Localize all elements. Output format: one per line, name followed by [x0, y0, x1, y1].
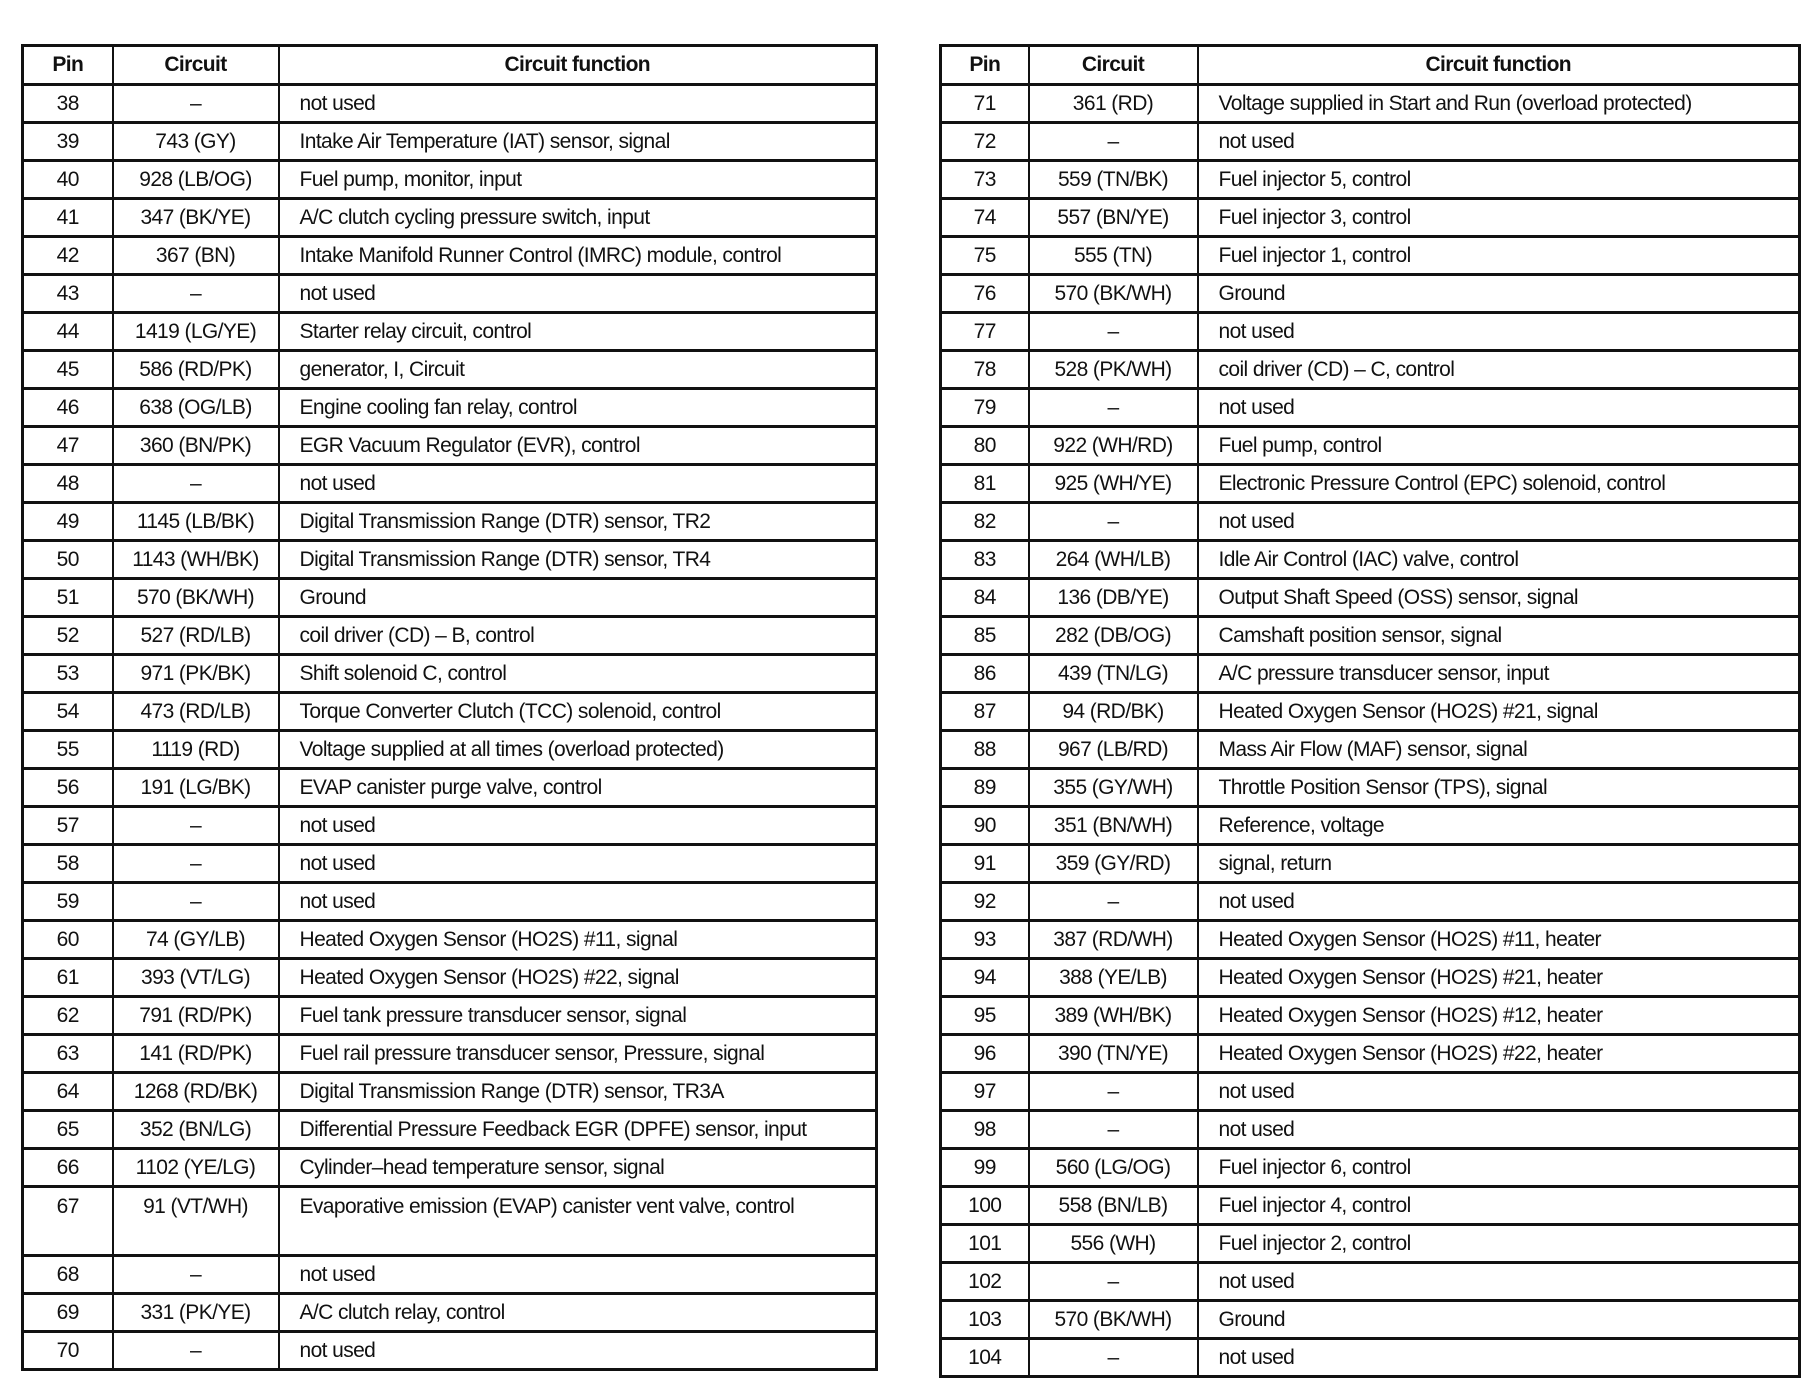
- table-row: [941, 389, 1800, 427]
- function-cell: Digital Transmission Range (DTR) sensor, TR4: [279, 541, 877, 579]
- function-cell: Fuel injector 6, control: [1198, 1149, 1800, 1187]
- function-cell: not used: [279, 807, 877, 845]
- table-row: [941, 617, 1800, 655]
- table-row: [941, 693, 1800, 731]
- table-row: [941, 655, 1800, 693]
- table-row: [23, 807, 877, 845]
- pin-cell: 48: [23, 465, 113, 503]
- function-cell: not used: [279, 883, 877, 921]
- pin-cell: 96: [941, 1035, 1029, 1073]
- circuit-cell: –: [1029, 1339, 1198, 1377]
- function-cell: A/C clutch relay, control: [279, 1294, 877, 1332]
- function-cell: not used: [1198, 1339, 1800, 1377]
- pin-cell: 91: [941, 845, 1029, 883]
- circuit-cell: 367 (BN): [113, 237, 279, 275]
- circuit-cell: 560 (LG/OG): [1029, 1149, 1198, 1187]
- pin-cell: 99: [941, 1149, 1029, 1187]
- pin-cell: 55: [23, 731, 113, 769]
- pin-cell: 73: [941, 161, 1029, 199]
- table-row: [23, 503, 877, 541]
- table-row: [23, 275, 877, 313]
- table-row: [23, 1256, 877, 1294]
- circuit-cell: 570 (BK/WH): [113, 579, 279, 617]
- pin-cell: 102: [941, 1263, 1029, 1301]
- function-cell: coil driver (CD) – B, control: [279, 617, 877, 655]
- table-row: [941, 1225, 1800, 1263]
- circuit-cell: –: [1029, 389, 1198, 427]
- header-row: [23, 46, 877, 85]
- pin-cell: 103: [941, 1301, 1029, 1339]
- circuit-cell: 136 (DB/YE): [1029, 579, 1198, 617]
- pin-cell: 38: [23, 85, 113, 123]
- table-row: [23, 731, 877, 769]
- table-row: [941, 1111, 1800, 1149]
- circuit-cell: 1268 (RD/BK): [113, 1073, 279, 1111]
- function-cell: EVAP canister purge valve, control: [279, 769, 877, 807]
- table-row: [23, 85, 877, 123]
- pin-cell: 66: [23, 1149, 113, 1187]
- pin-cell: 61: [23, 959, 113, 997]
- circuit-cell: –: [113, 807, 279, 845]
- function-cell: Cylinder–head temperature sensor, signal: [279, 1149, 877, 1187]
- circuit-cell: 347 (BK/YE): [113, 199, 279, 237]
- pin-cell: 65: [23, 1111, 113, 1149]
- pin-cell: 58: [23, 845, 113, 883]
- pin-cell: 100: [941, 1187, 1029, 1225]
- table-row: [23, 959, 877, 997]
- pin-cell: 81: [941, 465, 1029, 503]
- pin-cell: 41: [23, 199, 113, 237]
- circuit-cell: –: [1029, 313, 1198, 351]
- table-row: [941, 883, 1800, 921]
- pin-cell: 59: [23, 883, 113, 921]
- circuit-cell: –: [113, 1256, 279, 1294]
- circuit-cell: 359 (GY/RD): [1029, 845, 1198, 883]
- circuit-cell: 928 (LB/OG): [113, 161, 279, 199]
- pin-cell: 51: [23, 579, 113, 617]
- function-cell: not used: [1198, 1263, 1800, 1301]
- circuit-cell: 351 (BN/WH): [1029, 807, 1198, 845]
- function-cell: not used: [1198, 389, 1800, 427]
- function-cell: Shift solenoid C, control: [279, 655, 877, 693]
- pin-cell: 71: [941, 85, 1029, 123]
- table-row: [23, 655, 877, 693]
- table-row: [941, 427, 1800, 465]
- function-cell: signal, return: [1198, 845, 1800, 883]
- function-cell: not used: [1198, 123, 1800, 161]
- circuit-cell: 331 (PK/YE): [113, 1294, 279, 1332]
- table-row: [23, 427, 877, 465]
- function-cell: Fuel injector 1, control: [1198, 237, 1800, 275]
- function-cell: Voltage supplied at all times (overload protected): [279, 731, 877, 769]
- pin-cell: 49: [23, 503, 113, 541]
- circuit-cell: 282 (DB/OG): [1029, 617, 1198, 655]
- pin-cell: 45: [23, 351, 113, 389]
- pin-cell: 46: [23, 389, 113, 427]
- function-cell: Fuel injector 3, control: [1198, 199, 1800, 237]
- pin-cell: 47: [23, 427, 113, 465]
- function-cell: Throttle Position Sensor (TPS), signal: [1198, 769, 1800, 807]
- table-row: [941, 921, 1800, 959]
- function-cell: Idle Air Control (IAC) valve, control: [1198, 541, 1800, 579]
- function-cell: Torque Converter Clutch (TCC) solenoid, control: [279, 693, 877, 731]
- function-cell: Fuel pump, monitor, input: [279, 161, 877, 199]
- pin-cell: 43: [23, 275, 113, 313]
- table-row: [941, 731, 1800, 769]
- pin-cell: 68: [23, 1256, 113, 1294]
- function-cell: Mass Air Flow (MAF) sensor, signal: [1198, 731, 1800, 769]
- table-row: [941, 1035, 1800, 1073]
- circuit-cell: 555 (TN): [1029, 237, 1198, 275]
- function-cell: generator, I, Circuit: [279, 351, 877, 389]
- function-cell: Ground: [1198, 1301, 1800, 1339]
- circuit-cell: 527 (RD/LB): [113, 617, 279, 655]
- function-cell: Fuel pump, control: [1198, 427, 1800, 465]
- circuit-cell: 1102 (YE/LG): [113, 1149, 279, 1187]
- table-row: [23, 1332, 877, 1370]
- function-cell: Heated Oxygen Sensor (HO2S) #11, heater: [1198, 921, 1800, 959]
- pin-cell: 69: [23, 1294, 113, 1332]
- pin-cell: 78: [941, 351, 1029, 389]
- table-row: [23, 541, 877, 579]
- pin-cell: 63: [23, 1035, 113, 1073]
- circuit-cell: 439 (TN/LG): [1029, 655, 1198, 693]
- table-row: [23, 123, 877, 161]
- pin-cell: 64: [23, 1073, 113, 1111]
- circuit-cell: –: [113, 1332, 279, 1370]
- function-cell: not used: [1198, 313, 1800, 351]
- pin-cell: 79: [941, 389, 1029, 427]
- function-cell: not used: [279, 1332, 877, 1370]
- circuit-cell: 743 (GY): [113, 123, 279, 161]
- table-row: [23, 313, 877, 351]
- circuit-cell: 74 (GY/LB): [113, 921, 279, 959]
- circuit-cell: 528 (PK/WH): [1029, 351, 1198, 389]
- pin-cell: 93: [941, 921, 1029, 959]
- pin-cell: 67: [23, 1187, 113, 1256]
- table-row: [941, 161, 1800, 199]
- function-cell: Evaporative emission (EVAP) canister vent valve, control: [279, 1187, 877, 1256]
- table-row: [23, 1187, 877, 1256]
- pin-cell: 88: [941, 731, 1029, 769]
- table-row: [941, 541, 1800, 579]
- table-row: [941, 1263, 1800, 1301]
- function-cell: Heated Oxygen Sensor (HO2S) #22, signal: [279, 959, 877, 997]
- pin-cell: 44: [23, 313, 113, 351]
- circuit-cell: 1143 (WH/BK): [113, 541, 279, 579]
- table-row: [23, 693, 877, 731]
- circuit-cell: –: [113, 275, 279, 313]
- function-cell: Fuel injector 2, control: [1198, 1225, 1800, 1263]
- function-cell: Starter relay circuit, control: [279, 313, 877, 351]
- function-cell: Fuel rail pressure transducer sensor, Pressure, signal: [279, 1035, 877, 1073]
- table-row: [941, 123, 1800, 161]
- circuit-cell: 352 (BN/LG): [113, 1111, 279, 1149]
- pin-cell: 70: [23, 1332, 113, 1370]
- circuit-cell: 389 (WH/BK): [1029, 997, 1198, 1035]
- pin-cell: 60: [23, 921, 113, 959]
- circuit-cell: –: [1029, 1073, 1198, 1111]
- pin-cell: 77: [941, 313, 1029, 351]
- table-row: [941, 845, 1800, 883]
- pinout-table-right: [939, 44, 1801, 1378]
- pin-cell: 90: [941, 807, 1029, 845]
- function-cell: Reference, voltage: [1198, 807, 1800, 845]
- circuit-cell: –: [1029, 1111, 1198, 1149]
- table-row: [941, 807, 1800, 845]
- pin-cell: 74: [941, 199, 1029, 237]
- table-row: [23, 389, 877, 427]
- circuit-cell: 925 (WH/YE): [1029, 465, 1198, 503]
- function-cell: Heated Oxygen Sensor (HO2S) #12, heater: [1198, 997, 1800, 1035]
- table-row: [941, 1149, 1800, 1187]
- table-row: [23, 1149, 877, 1187]
- pin-cell: 95: [941, 997, 1029, 1035]
- table-row: [23, 1294, 877, 1332]
- circuit-cell: –: [1029, 883, 1198, 921]
- header-row: [941, 46, 1800, 85]
- circuit-cell: 1419 (LG/YE): [113, 313, 279, 351]
- circuit-cell: 1145 (LB/BK): [113, 503, 279, 541]
- header-function: Circuit function: [1198, 46, 1800, 85]
- pin-cell: 54: [23, 693, 113, 731]
- function-cell: not used: [279, 85, 877, 123]
- circuit-cell: 1119 (RD): [113, 731, 279, 769]
- circuit-cell: 473 (RD/LB): [113, 693, 279, 731]
- pinout-table-left: [21, 44, 878, 1371]
- function-cell: Digital Transmission Range (DTR) sensor, TR2: [279, 503, 877, 541]
- pin-cell: 50: [23, 541, 113, 579]
- circuit-cell: 638 (OG/LB): [113, 389, 279, 427]
- table-row: [941, 237, 1800, 275]
- circuit-cell: 388 (YE/LB): [1029, 959, 1198, 997]
- table-row: [941, 1339, 1800, 1377]
- table-row: [941, 351, 1800, 389]
- function-cell: Fuel injector 5, control: [1198, 161, 1800, 199]
- table-row: [23, 997, 877, 1035]
- circuit-cell: –: [1029, 1263, 1198, 1301]
- circuit-cell: 390 (TN/YE): [1029, 1035, 1198, 1073]
- circuit-cell: 558 (BN/LB): [1029, 1187, 1198, 1225]
- function-cell: Heated Oxygen Sensor (HO2S) #11, signal: [279, 921, 877, 959]
- circuit-cell: 94 (RD/BK): [1029, 693, 1198, 731]
- pin-cell: 72: [941, 123, 1029, 161]
- function-cell: Intake Manifold Runner Control (IMRC) module, control: [279, 237, 877, 275]
- circuit-cell: 264 (WH/LB): [1029, 541, 1198, 579]
- function-cell: not used: [279, 275, 877, 313]
- circuit-cell: 191 (LG/BK): [113, 769, 279, 807]
- header-circuit: Circuit: [1029, 46, 1198, 85]
- table-row: [23, 883, 877, 921]
- table-row: [941, 199, 1800, 237]
- table-row: [23, 579, 877, 617]
- function-cell: Ground: [279, 579, 877, 617]
- circuit-cell: 387 (RD/WH): [1029, 921, 1198, 959]
- table-row: [23, 845, 877, 883]
- function-cell: A/C pressure transducer sensor, input: [1198, 655, 1800, 693]
- pin-cell: 97: [941, 1073, 1029, 1111]
- circuit-cell: 393 (VT/LG): [113, 959, 279, 997]
- function-cell: Voltage supplied in Start and Run (overload protected): [1198, 85, 1800, 123]
- circuit-cell: 922 (WH/RD): [1029, 427, 1198, 465]
- pin-cell: 89: [941, 769, 1029, 807]
- function-cell: Electronic Pressure Control (EPC) solenoid, control: [1198, 465, 1800, 503]
- pin-cell: 104: [941, 1339, 1029, 1377]
- pin-cell: 84: [941, 579, 1029, 617]
- table-row: [23, 769, 877, 807]
- function-cell: not used: [279, 465, 877, 503]
- circuit-cell: 791 (RD/PK): [113, 997, 279, 1035]
- function-cell: Engine cooling fan relay, control: [279, 389, 877, 427]
- circuit-cell: 586 (RD/PK): [113, 351, 279, 389]
- circuit-cell: 557 (BN/YE): [1029, 199, 1198, 237]
- table-row: [941, 1073, 1800, 1111]
- pin-cell: 92: [941, 883, 1029, 921]
- circuit-cell: –: [113, 465, 279, 503]
- table-row: [23, 161, 877, 199]
- function-cell: A/C clutch cycling pressure switch, input: [279, 199, 877, 237]
- circuit-cell: 570 (BK/WH): [1029, 1301, 1198, 1339]
- table-row: [23, 237, 877, 275]
- function-cell: Fuel tank pressure transducer sensor, signal: [279, 997, 877, 1035]
- header-circuit: Circuit: [113, 46, 279, 85]
- table-row: [941, 1301, 1800, 1339]
- table-row: [23, 1073, 877, 1111]
- function-cell: Ground: [1198, 275, 1800, 313]
- pin-cell: 101: [941, 1225, 1029, 1263]
- circuit-cell: –: [113, 845, 279, 883]
- pin-cell: 76: [941, 275, 1029, 313]
- function-cell: Output Shaft Speed (OSS) sensor, signal: [1198, 579, 1800, 617]
- table-row: [941, 465, 1800, 503]
- table-row: [941, 313, 1800, 351]
- function-cell: not used: [279, 1256, 877, 1294]
- table-row: [941, 769, 1800, 807]
- table-row: [941, 579, 1800, 617]
- pin-cell: 40: [23, 161, 113, 199]
- table-row: [23, 617, 877, 655]
- header-pin: Pin: [23, 46, 113, 85]
- pin-cell: 53: [23, 655, 113, 693]
- table-row: [23, 921, 877, 959]
- circuit-cell: –: [113, 85, 279, 123]
- function-cell: Differential Pressure Feedback EGR (DPFE) sensor, input: [279, 1111, 877, 1149]
- circuit-cell: 91 (VT/WH): [113, 1187, 279, 1256]
- table-row: [941, 275, 1800, 313]
- pin-cell: 82: [941, 503, 1029, 541]
- function-cell: not used: [279, 845, 877, 883]
- circuit-cell: 361 (RD): [1029, 85, 1198, 123]
- table-row: [941, 997, 1800, 1035]
- function-cell: coil driver (CD) – C, control: [1198, 351, 1800, 389]
- circuit-cell: –: [1029, 503, 1198, 541]
- header-pin: Pin: [941, 46, 1029, 85]
- pin-cell: 80: [941, 427, 1029, 465]
- function-cell: not used: [1198, 883, 1800, 921]
- function-cell: not used: [1198, 503, 1800, 541]
- table-row: [23, 465, 877, 503]
- pin-cell: 86: [941, 655, 1029, 693]
- pin-cell: 42: [23, 237, 113, 275]
- pin-cell: 56: [23, 769, 113, 807]
- function-cell: Fuel injector 4, control: [1198, 1187, 1800, 1225]
- pin-cell: 87: [941, 693, 1029, 731]
- circuit-cell: 570 (BK/WH): [1029, 275, 1198, 313]
- function-cell: Camshaft position sensor, signal: [1198, 617, 1800, 655]
- table-row: [23, 1035, 877, 1073]
- pin-cell: 62: [23, 997, 113, 1035]
- pin-cell: 85: [941, 617, 1029, 655]
- table-row: [941, 85, 1800, 123]
- table-row: [23, 199, 877, 237]
- pin-cell: 52: [23, 617, 113, 655]
- pin-cell: 94: [941, 959, 1029, 997]
- circuit-cell: 559 (TN/BK): [1029, 161, 1198, 199]
- function-cell: Intake Air Temperature (IAT) sensor, signal: [279, 123, 877, 161]
- circuit-cell: 556 (WH): [1029, 1225, 1198, 1263]
- function-cell: Heated Oxygen Sensor (HO2S) #22, heater: [1198, 1035, 1800, 1073]
- pin-cell: 75: [941, 237, 1029, 275]
- table-row: [941, 503, 1800, 541]
- circuit-cell: 141 (RD/PK): [113, 1035, 279, 1073]
- circuit-cell: 355 (GY/WH): [1029, 769, 1198, 807]
- circuit-cell: 360 (BN/PK): [113, 427, 279, 465]
- table-row: [941, 1187, 1800, 1225]
- pin-cell: 57: [23, 807, 113, 845]
- table-row: [23, 351, 877, 389]
- function-cell: EGR Vacuum Regulator (EVR), control: [279, 427, 877, 465]
- function-cell: Heated Oxygen Sensor (HO2S) #21, signal: [1198, 693, 1800, 731]
- circuit-cell: 967 (LB/RD): [1029, 731, 1198, 769]
- function-cell: Digital Transmission Range (DTR) sensor, TR3A: [279, 1073, 877, 1111]
- table-row: [941, 959, 1800, 997]
- circuit-cell: 971 (PK/BK): [113, 655, 279, 693]
- pin-cell: 39: [23, 123, 113, 161]
- function-cell: not used: [1198, 1111, 1800, 1149]
- circuit-cell: –: [1029, 123, 1198, 161]
- header-function: Circuit function: [279, 46, 877, 85]
- function-cell: Heated Oxygen Sensor (HO2S) #21, heater: [1198, 959, 1800, 997]
- pin-cell: 83: [941, 541, 1029, 579]
- circuit-cell: –: [113, 883, 279, 921]
- pin-cell: 98: [941, 1111, 1029, 1149]
- table-row: [23, 1111, 877, 1149]
- function-cell: not used: [1198, 1073, 1800, 1111]
